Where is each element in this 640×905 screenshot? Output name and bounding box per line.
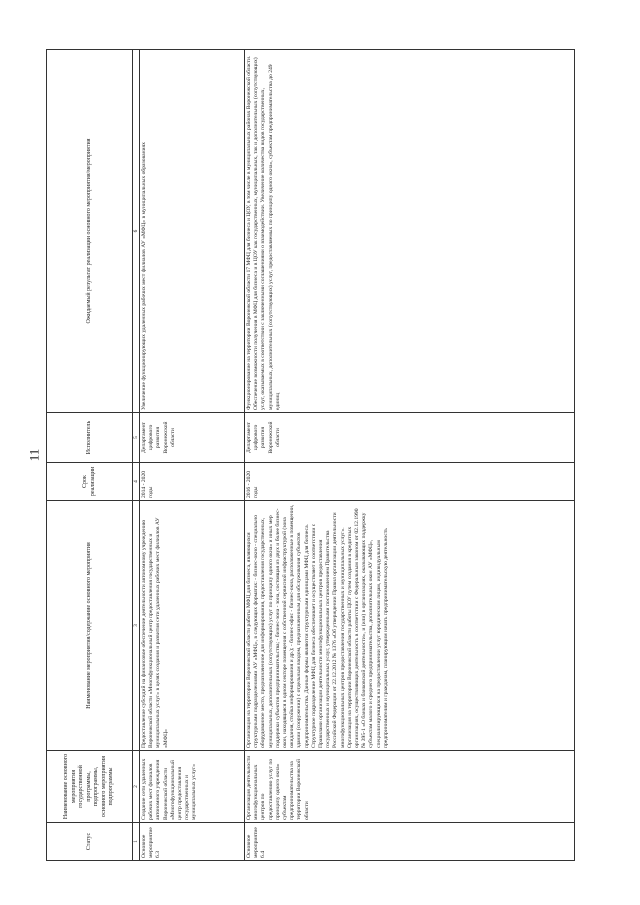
table-row [140, 50, 245, 861]
col-number: 6 [133, 50, 140, 413]
col-number: 5 [133, 413, 140, 463]
row-executor: Департамент цифрового развития Воронежской области [245, 413, 575, 463]
col-number: 3 [133, 501, 140, 751]
table-row [245, 50, 575, 861]
row-result: Функционирование на территории Воронежской области 17 МФЦ для бизнеса и ЦОУ, в том числе в муниципальных районах Воронежской области. Обеспечение возможности получения в МФЦ для бизнеса и в ЦОУ как государственных, муниципальных, так и дополнительных (сопутствующих) услуг, оказываемых в соответствии с заключенными соглашениями о взаимодействии. Увеличение количества видов государственных, муниципальных, дополнительных (сопутствующих) услуг, предоставляемых по принципу одного окна», субъектам предпринимательства до 249 единиц [245, 50, 575, 413]
page-number: 11 [26, 448, 42, 462]
header-status: Статус [47, 823, 133, 861]
col-number: 2 [133, 751, 140, 823]
row-measure-name: Создание сети удаленных рабочих мест филиалов автономного учреждения Воронежской области «Многофункциональный центр предоставления государственных и муниципальных услуг» [140, 751, 245, 823]
row-content: Организация на территории Воронежской области работы МФЦ для бизнеса, являющихся структурными подразделениями АУ «МФЦ», в следующих форматах: - бизнес-окно - специально оборудованное место, предназначенное для информирования, предоставления государственных, муниципальных, дополнительных (сопутствующих) услуг по принципу одного окна» и иных мер поддержки субъектов предпринимательства; - бизнес-зона - зона, состоящая из двух и более бизнес-окон, находящаяся в одном секторе помещения с собственной сервисной инфраструктурой (зона ожидания, стойка информирования и др.); - бизнес-офис - бизнес-окна, расположенные в помещении, здании (сооружении) с отдельным входом, предназначенным для обслуживания субъектов предпринимательства. Данные формы являются структурными единицами МФЦ для бизнеса. Структурное подразделение МФЦ для бизнеса обеспечивает и осуществляет в соответствии с Правилами организации деятельности многофункциональных центров предоставления государственных и муниципальных услуг, утвержденными постановлением Правительства Российской Федерации от 22.12.2012 № 1376 «Об утверждении Правил организации деятельности многофункциональных центров предоставления государственных и муниципальных услуг». Организация на территории Воронежской области работы ЦОУ путем создания в кредитных организациях, осуществляющих деятельность в соответствии с Федеральным законом от 02.12.1990 № 395-1 «О банках и банковской деятельности», и (или) в организациях, оказывающих поддержку субъектам малого и среднего предпринимательства, дополнительных окон АУ «МФЦ», специализирующихся на предоставлении услуг юридическим лицам, индивидуальным предпринимателям и гражданам, планирующим начать предпринимательскую деятельность [245, 501, 575, 751]
row-measure-name: Организация деятельности многофункциональных центров по предоставлению услуг по принципу одного окна» субъектам предпринимательства на территории Воронежской области [245, 751, 575, 823]
row-status: Основное мероприятие 6.4 [245, 823, 575, 861]
header-result: Ожидаемый результат реализации основного мероприятия/мероприятия [47, 50, 133, 413]
row-status: Основное мероприятие 6.3 [140, 823, 245, 861]
col-number: 1 [133, 823, 140, 861]
row-executor: Департамент цифрового развития Воронежской области [140, 413, 245, 463]
row-result: Увеличение функционирующих удаленных рабочих мест филиалов АУ «МФЦ» в муниципальных образованиях [140, 50, 245, 413]
col-number: 4 [133, 463, 140, 501]
rotated-table-container [46, 50, 598, 861]
measures-table [46, 49, 575, 861]
header-content: Наименование мероприятия/содержание основного мероприятия [47, 501, 133, 751]
header-measure-name: Наименование основного мероприятия государственной программы, подпрограммы, основного мероприятия подпрограммы [47, 751, 133, 823]
header-term: Срок реализации [47, 463, 133, 501]
row-term: 2014 - 2020 годы [140, 463, 245, 501]
header-executor: Исполнитель [47, 413, 133, 463]
column-number-row [133, 50, 140, 861]
row-content: Предоставление субсидий на финансовое обеспечение деятельности автономному учреждению Воронежской области «Многофункциональный центр предоставления государственных и муниципальных услуг» в целях создания и развития сети удаленных рабочих мест филиалов АУ «МФЦ» [140, 501, 245, 751]
table-header-row [47, 50, 133, 861]
row-term: 2016 - 2020 годы [245, 463, 575, 501]
